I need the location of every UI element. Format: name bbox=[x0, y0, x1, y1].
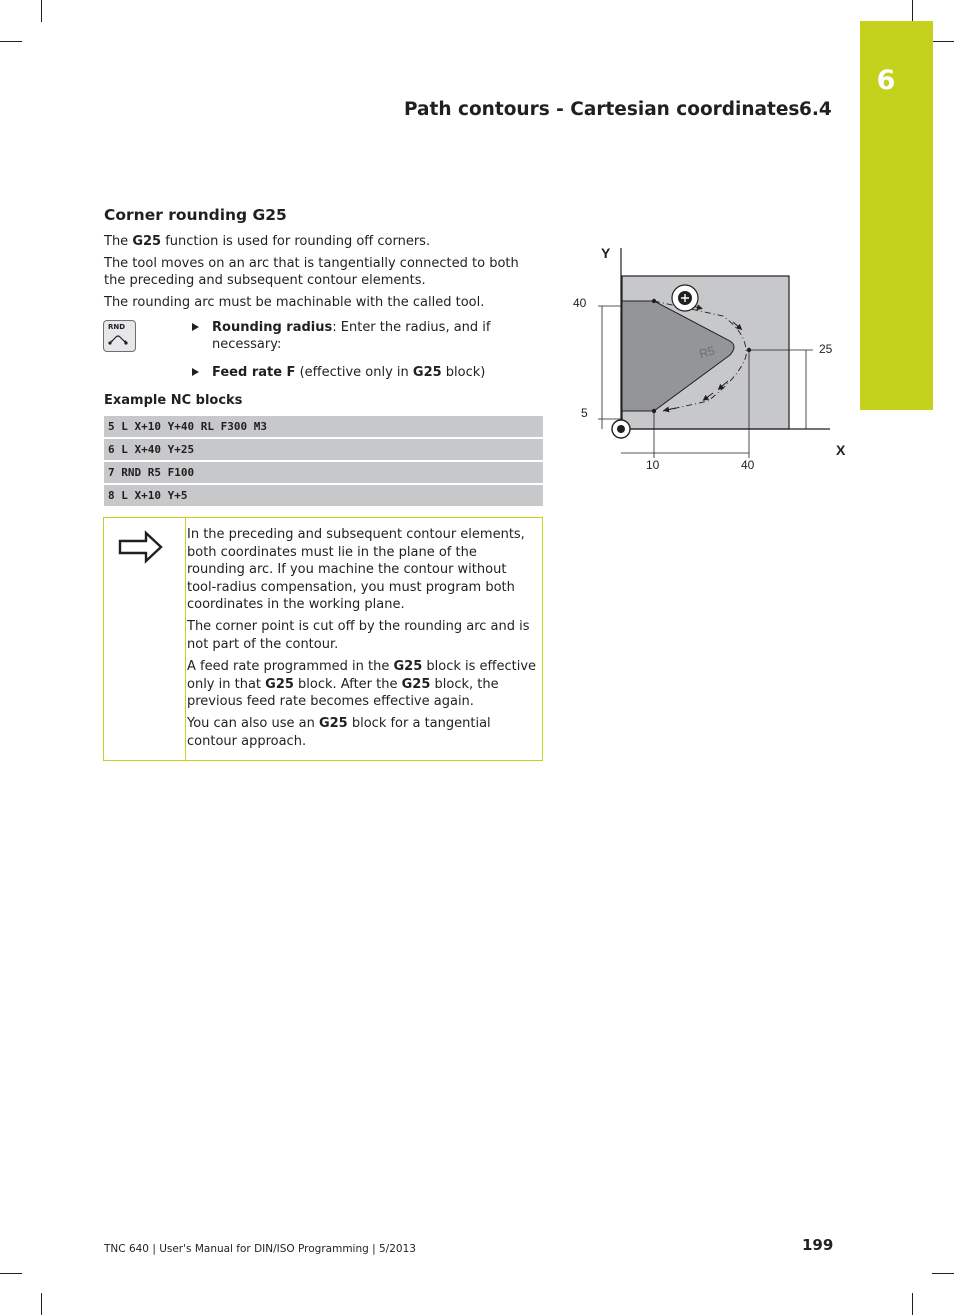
crop-mark bbox=[932, 1273, 954, 1274]
crop-mark bbox=[0, 1273, 22, 1274]
contour-point bbox=[652, 299, 656, 303]
note-text: A feed rate programmed in the bbox=[187, 659, 394, 674]
crop-mark bbox=[912, 1293, 913, 1315]
footer-text: TNC 640 | User's Manual for DIN/ISO Programming | 5/2013 bbox=[104, 1243, 416, 1255]
dim-label-x40: 40 bbox=[741, 458, 755, 472]
nc-block-row: 8 L X+10 Y+5 bbox=[104, 485, 543, 506]
running-title: Path contours - Cartesian coordinates bbox=[404, 99, 800, 120]
corner-rounding-diagram bbox=[568, 236, 858, 476]
intro-paragraph-2: The tool moves on an arc that is tangentially connected to both the preceding and subsequent contour elements. bbox=[104, 256, 519, 288]
nc-block-row: 7 RND R5 F100 bbox=[104, 462, 543, 483]
crop-mark bbox=[41, 1293, 42, 1315]
dim-label-y25: 25 bbox=[819, 342, 833, 356]
note-paragraph-4 bbox=[187, 715, 537, 750]
dim-label-x10: 10 bbox=[646, 458, 660, 472]
note-text: block, the previous feed rate becomes effective again. bbox=[187, 676, 499, 709]
bullet-term: Feed rate F bbox=[212, 365, 296, 380]
bullet-desc: : Enter the radius, and if necessary: bbox=[212, 320, 491, 352]
note-divider bbox=[185, 518, 186, 760]
radius-label: R5 bbox=[697, 343, 717, 362]
chapter-number: 6 bbox=[876, 65, 896, 96]
rnd-softkey bbox=[103, 320, 136, 352]
right-arrow-note-icon bbox=[118, 530, 164, 564]
note-text: block. After the bbox=[293, 676, 402, 692]
bullet-arrow-icon bbox=[192, 368, 199, 376]
nc-block-table bbox=[104, 416, 543, 508]
example-heading: Example NC blocks bbox=[104, 393, 243, 408]
crop-mark bbox=[0, 41, 22, 42]
y-axis-label: Y bbox=[601, 245, 611, 261]
note-box bbox=[103, 517, 543, 761]
dim-label-y5: 5 bbox=[581, 406, 588, 420]
dim-label-y40: 40 bbox=[573, 296, 587, 310]
nc-block-row: 5 L X+10 Y+40 RL F300 M3 bbox=[104, 416, 543, 437]
note-code: G25 bbox=[393, 659, 423, 674]
crop-mark bbox=[912, 0, 913, 22]
nc-block-row: 6 L X+40 Y+25 bbox=[104, 439, 543, 460]
note-paragraph-2: The corner point is cut off by the rounding arc and is not part of the contour. bbox=[187, 619, 530, 652]
page-number: 199 bbox=[802, 1236, 834, 1254]
x-axis-label: X bbox=[836, 442, 846, 458]
bullet-desc: block) bbox=[441, 365, 486, 380]
bullet-code: G25 bbox=[412, 365, 442, 380]
section-number: 6.4 bbox=[799, 99, 832, 120]
note-text: block is effective only in that bbox=[187, 659, 537, 692]
corner-rounding-key-icon bbox=[104, 321, 134, 349]
note-code: G25 bbox=[401, 676, 431, 692]
intro-paragraph-1 bbox=[104, 233, 544, 250]
note-paragraph-3 bbox=[187, 658, 537, 711]
chapter-tab bbox=[860, 21, 933, 410]
section-title: Corner rounding G25 bbox=[104, 206, 287, 224]
softkey-label: RND bbox=[108, 323, 126, 331]
crop-mark bbox=[41, 0, 42, 22]
bullet-arrow-icon bbox=[192, 323, 199, 331]
origin-marker-dot bbox=[617, 425, 625, 433]
bullet-feed-rate bbox=[192, 364, 502, 381]
intro-text: The bbox=[104, 234, 133, 249]
note-text: block for a tangential contour approach. bbox=[187, 716, 491, 749]
note-text: You can also use an bbox=[187, 716, 319, 731]
note-paragraph-1: In the preceding and subsequent contour elements, both coordinates must lie in the plane of the rounding arc. If you machine the contour without tool-radius compensation, you must program both coordinates in the working plane. bbox=[187, 527, 525, 612]
note-code: G25 bbox=[265, 676, 294, 692]
bullet-term: Rounding radius bbox=[212, 320, 333, 335]
intro-text: function is used for rounding off corners. bbox=[161, 234, 431, 249]
intro-code: G25 bbox=[132, 234, 162, 249]
bullet-rounding-radius bbox=[192, 319, 502, 353]
note-code: G25 bbox=[318, 716, 348, 731]
intro-paragraph-3: The rounding arc must be machinable with the called tool. bbox=[104, 295, 485, 310]
crop-mark bbox=[932, 41, 954, 42]
bullet-desc: (effective only in bbox=[295, 365, 413, 380]
